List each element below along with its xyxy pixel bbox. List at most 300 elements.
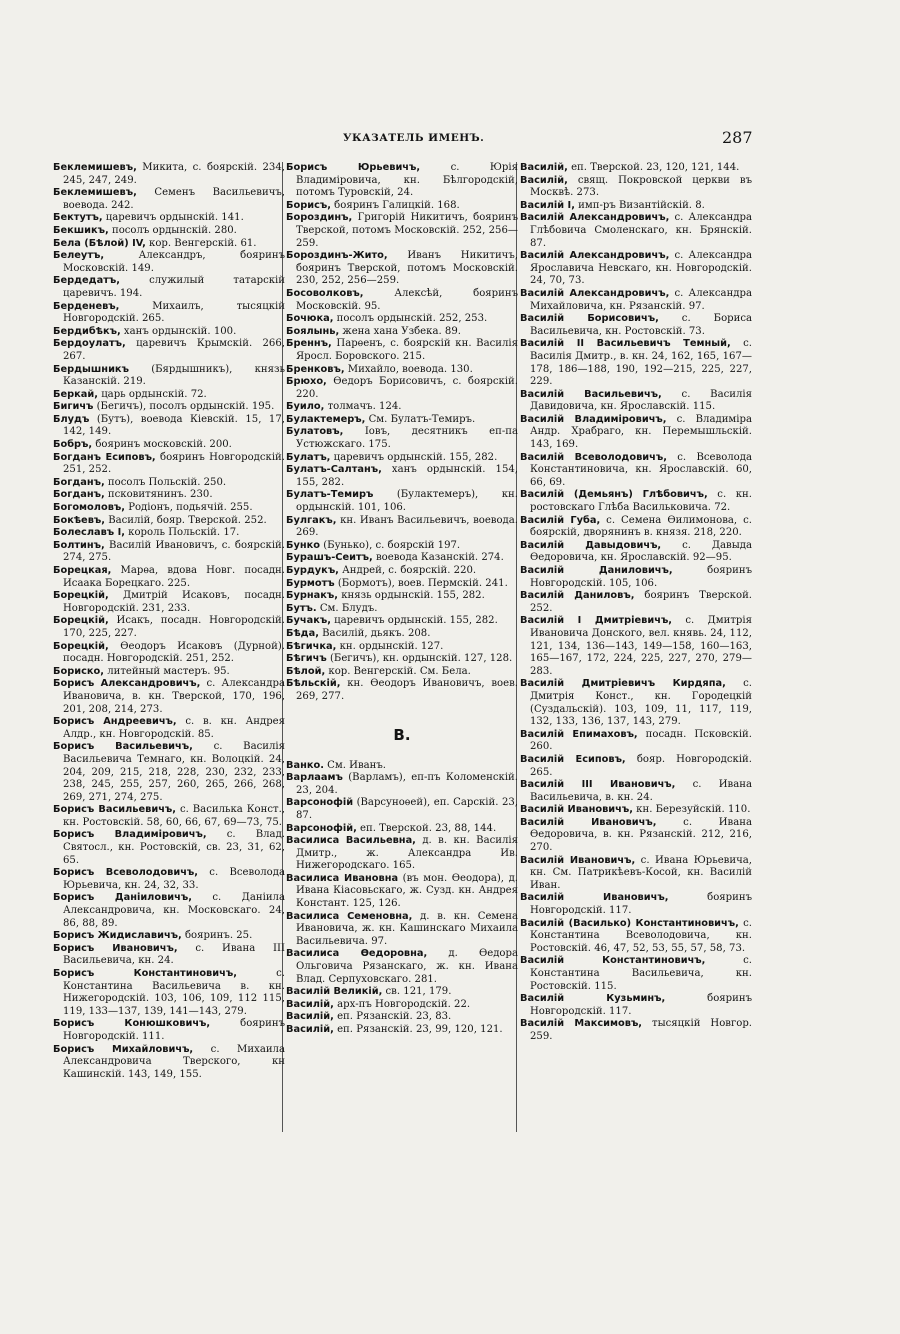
entry-name: Василій Епимаховъ,: [520, 728, 638, 740]
entry-name: Василій Ивановичъ,: [520, 816, 657, 828]
entry-name: Булатъ-Салтанъ,: [286, 464, 382, 476]
index-column-2-bottom: [286, 760, 518, 1037]
index-entry: [286, 162, 518, 200]
entry-name: Булатовъ,: [286, 426, 344, 438]
index-entry: [53, 162, 285, 187]
entry-name: Василій Васильевичъ,: [520, 388, 662, 400]
entry-details: (Булактемеръ), кн. ордынскій. 101, 106.: [296, 489, 518, 514]
index-entry: [53, 804, 285, 829]
index-entry: [286, 200, 518, 213]
entry-details: кн. ордынскій. 127.: [336, 640, 444, 652]
page-header: [0, 128, 900, 148]
entry-details: с. Ивана III Васильевича, кн. 24.: [63, 942, 285, 967]
entry-details: свящ. Покровской церкви въ Москвѣ. 273.: [530, 174, 752, 199]
entry-details: с. Даніила Александровича, кн. Московскаго. 24, 86, 88, 89.: [63, 892, 285, 929]
index-entry: [520, 515, 752, 540]
entry-details: с. Михаила Александровича Тверского, кн Кашинскій. 143, 149, 155.: [63, 1043, 285, 1080]
entry-name: Богомоловъ,: [53, 502, 125, 514]
index-entry: [286, 823, 518, 836]
index-entry: [520, 175, 752, 200]
index-entry: [53, 439, 285, 452]
entry-details: с. Дмитрія Конст., кн. Городецкій (Суздальскій). 103, 109, 11, 117, 119, 132, 133, 136, 137, 143, 279.: [530, 678, 752, 728]
entry-details: (Бутъ), воевода Кіевскій. 15, 17, 142, 149.: [63, 413, 285, 438]
index-entry: [286, 1011, 518, 1024]
index-entry: [286, 986, 518, 999]
entry-name: Борецкій,: [53, 615, 109, 627]
index-entry: [53, 275, 285, 300]
index-entry: [520, 489, 752, 514]
index-entry: [286, 364, 518, 377]
index-entry: [53, 364, 285, 389]
entry-details: с. Всеволода Константиновича, кн. Ярославскій. 60, 66, 69.: [530, 451, 752, 488]
entry-name: Василиса Васильевна,: [286, 835, 416, 847]
index-entry: [53, 250, 285, 275]
entry-details: Алексѣй, бояринъ Московскій. 95.: [296, 287, 518, 312]
entry-details: Михайло, воевода. 130.: [344, 363, 473, 375]
entry-name: Василій Александровичъ,: [520, 287, 670, 299]
entry-name: Бектутъ,: [53, 212, 103, 224]
index-entry: [286, 552, 518, 565]
index-column-2-top: [286, 162, 518, 704]
index-entry: [53, 477, 285, 490]
entry-name: Бочюка,: [286, 313, 334, 325]
entry-details: с. Юрія Владиміровича, кн. Бѣлгородскій, потомъ Туровскій, 24.: [296, 162, 518, 199]
index-entry: [286, 1024, 518, 1037]
entry-name: Богданъ,: [53, 489, 105, 501]
index-entry: [286, 678, 518, 703]
entry-details: бояринъ Тверской. 252.: [530, 590, 753, 614]
index-entry: [520, 288, 752, 313]
entry-name: Василій Александровичъ,: [520, 212, 670, 224]
index-entry: [53, 930, 285, 943]
entry-name: Василій Давыдовичъ,: [520, 539, 662, 551]
entry-name: Борецкая,: [53, 565, 112, 576]
index-entry: [286, 489, 518, 514]
entry-name: Борисъ Васильевичъ,: [53, 741, 193, 753]
index-entry: [53, 326, 285, 339]
index-entry: [286, 615, 518, 628]
index-entry: [520, 817, 752, 855]
entry-details: См. Блудъ.: [316, 602, 378, 614]
entry-details: Григорій Никитичъ, бояринъ Тверской, потомъ Московскій. 252, 256—259.: [296, 212, 518, 249]
entry-name: Бѣлой,: [286, 665, 326, 677]
index-entry: [286, 313, 518, 326]
entry-details: царевичъ Крымскій. 266, 267.: [63, 338, 285, 362]
entry-name: Василій,: [286, 1024, 334, 1035]
entry-details: Марѳа, вдова Новг. посадн. Исаака Борецкаго. 225.: [63, 565, 285, 589]
index-entry: [520, 540, 752, 565]
entry-name: Борисъ Михайловичъ,: [53, 1043, 194, 1055]
entry-details: бояринъ московскій. 200.: [92, 439, 232, 451]
entry-details: еп. Тверской. 23, 88, 144.: [356, 822, 497, 834]
entry-details: царевичъ ордынскій. 155, 282.: [330, 615, 498, 627]
entry-details: Василій, бояр. Тверской. 252.: [104, 514, 267, 526]
index-entry: [286, 250, 518, 288]
entry-details: кор. Венгерскій. См. Бела.: [325, 665, 471, 677]
entry-details: с. Ивана Васильевича, в. кн. 24.: [530, 779, 752, 803]
running-title: УКАЗАТЕЛЬ ИМЕНЪ.: [343, 132, 485, 144]
entry-name: Бучакъ,: [286, 615, 331, 627]
entry-name: Бороздинъ-Жито,: [286, 250, 388, 262]
entry-details: с. Константина Всеволодовича, кн. Ростовскій. 46, 47, 52, 53, 55, 57, 58, 73.: [530, 917, 752, 954]
entry-name: Булгакъ,: [286, 514, 337, 526]
index-entry: [520, 993, 752, 1018]
entry-name: Булатъ,: [286, 451, 331, 463]
entry-name: Брюхо,: [286, 376, 327, 388]
index-entry: [53, 678, 285, 716]
entry-name: Болтинъ,: [53, 539, 105, 551]
index-entry: [520, 615, 752, 678]
entry-name: Бела (Бѣлой) IV,: [53, 237, 146, 249]
entry-details: арх-пъ Новгородскій. 22.: [333, 998, 471, 1010]
entry-details: См. Булатъ-Темиръ.: [365, 413, 476, 425]
index-entry: [286, 603, 518, 616]
index-entry: [520, 200, 752, 213]
entry-details: воевода Казанскій. 274.: [372, 552, 504, 564]
entry-details: с. Александра Глѣбовича Смоленскаго, кн. Брянскій. 87.: [530, 212, 752, 249]
entry-details: Василій, дьякъ. 208.: [318, 627, 431, 639]
index-entry: [53, 452, 285, 477]
entry-details: с. Александра Михайловича, кн. Рязанскій. 97.: [530, 287, 752, 312]
entry-name: Василиса Ѳедоровна,: [286, 948, 428, 960]
entry-details: имп-ръ Византійскій. 8.: [574, 199, 705, 211]
entry-details: кор. Венгерскій. 61.: [145, 237, 257, 249]
entry-name: Бокѣевъ,: [53, 514, 105, 526]
entry-name: Бекшикъ,: [53, 224, 109, 236]
entry-name: Булатъ-Темиръ: [286, 489, 374, 501]
entry-details: служилый татарскій царевичъ. 194.: [63, 275, 285, 299]
entry-details: Ѳеодоръ Исаковъ (Дурной). посадн. Новгородскій. 251, 252.: [63, 640, 285, 665]
entry-details: Исакъ, посадн. Новгородскій. 170, 225, 227.: [63, 615, 285, 639]
entry-name: Борисъ Жидиславичъ,: [53, 930, 182, 942]
entry-name: Борецкій,: [53, 640, 109, 652]
index-entry: [520, 162, 752, 175]
index-entry: [286, 653, 518, 666]
index-entry: [53, 515, 285, 528]
entry-name: Бурдукъ,: [286, 565, 339, 576]
entry-name: Бурмотъ: [286, 577, 335, 589]
entry-name: Бѣгичъ: [286, 653, 327, 665]
entry-name: Василій Всеволодовичъ,: [520, 451, 667, 463]
index-entry: [53, 527, 285, 540]
entry-details: Дмитрій Исаковъ, посадн. Новгородскій. 231, 233.: [63, 590, 285, 614]
entry-name: Бренковъ,: [286, 363, 345, 375]
index-column-1: [53, 162, 285, 1081]
entry-details: Иванъ Никитичъ, бояринъ Тверской, потомъ Московскій. 230, 252, 256—259.: [296, 250, 518, 287]
entry-name: Василій Великій,: [286, 986, 383, 998]
page-number: 287: [722, 128, 753, 147]
entry-name: Василій Кузьминъ,: [520, 993, 666, 1005]
entry-details: (Бегичъ), кн. ордынскій. 127, 128.: [326, 653, 513, 665]
entry-details: с. Василія Васильевича Темнаго, кн. Волоцкій. 24, 204, 209, 215, 218, 228, 230, 232, 233, 238, 245, 255, 257, 260, 265, 266, 268, 269, 271, 274, 275.: [63, 741, 285, 803]
entry-details: (въ мон. Ѳеодора), д. Ивана Кіасовьскаго, ж. Сузд. кн. Андрея Констант. 125, 126.: [296, 872, 518, 910]
index-entry: [520, 855, 752, 893]
index-entry: [53, 225, 285, 238]
index-entry: [286, 212, 518, 250]
entry-name: Берденевъ,: [53, 300, 120, 312]
entry-name: Василиса Семеновна,: [286, 910, 413, 922]
entry-details: бояринъ Новгородскій. 111.: [63, 1018, 285, 1042]
entry-details: (Варламъ), еп-пъ Коломенскій. 23, 204.: [296, 772, 518, 796]
index-entry: [53, 187, 285, 212]
index-entry: [286, 288, 518, 313]
entry-details: с. Бориса Васильевича, кн. Ростовскій. 73.: [530, 313, 753, 337]
entry-details: Александръ, бояринъ Московскій. 149.: [63, 250, 285, 274]
entry-name: Белеутъ,: [53, 250, 105, 262]
entry-name: Борисъ,: [286, 199, 331, 211]
index-entry: [286, 376, 518, 401]
entry-name: Бѣльскій,: [286, 678, 341, 690]
index-entry: [53, 238, 285, 251]
entry-name: Борисъ Александровичъ,: [53, 678, 201, 690]
entry-details: ханъ ордынскій. 100.: [120, 325, 237, 337]
index-entry: [286, 426, 518, 451]
entry-name: Василій I Дмитріевичъ,: [520, 615, 673, 627]
index-entry: [286, 760, 518, 773]
entry-details: псковитянинъ. 230.: [104, 489, 213, 501]
entry-name: Бѣда,: [286, 627, 319, 639]
entry-details: с. кн. ростовскаго Глѣба Васильковича. 72.: [530, 489, 752, 514]
entry-name: Василій II Васильевичъ Темный,: [520, 338, 731, 350]
index-entry: [53, 389, 285, 402]
entry-name: Буило,: [286, 401, 325, 413]
entry-name: Борисъ Даніиловичъ,: [53, 892, 192, 904]
entry-details: Родіонъ, подьячій. 255.: [124, 502, 253, 514]
entry-name: Бреннъ,: [286, 338, 332, 350]
index-entry: [520, 414, 752, 452]
entry-name: Василій Владиміровичъ,: [520, 413, 667, 425]
entry-details: ханъ ордынскій. 154, 155, 282.: [296, 464, 518, 488]
entry-details: с. Владиміра Андр. Храбраго, кн. Перемышльскій. 143, 169.: [530, 413, 752, 451]
entry-name: Василій (Демьянъ) Глѣбовичъ,: [520, 489, 708, 501]
entry-name: Бурнакъ,: [286, 590, 338, 602]
entry-name: Василій,: [286, 1011, 334, 1023]
index-entry: [286, 911, 518, 949]
entry-name: Бутъ.: [286, 602, 317, 614]
entry-details: бояринъ Новгородскій. 251, 252.: [63, 451, 285, 476]
entry-name: Василій I,: [520, 199, 575, 211]
entry-name: Бердибѣкъ,: [53, 325, 121, 337]
entry-name: Василій,: [286, 998, 334, 1010]
entry-details: с. Василька Конст., кн. Ростовскій. 58, 60, 66, 67, 69—73, 75.: [63, 804, 286, 828]
entry-details: с. Влад. Святосл., кн. Ростовскій, св. 23, 31, 62, 65.: [63, 829, 285, 866]
entry-details: король Польскій. 17.: [124, 527, 240, 539]
entry-details: См. Иванъ.: [323, 759, 387, 771]
entry-details: жена хана Узбека. 89.: [339, 325, 461, 337]
index-entry: [286, 797, 518, 822]
entry-details: посолъ ордынскій. 252, 253.: [333, 313, 488, 325]
entry-name: Боялынь,: [286, 325, 340, 337]
entry-name: Василій Александровичъ,: [520, 250, 670, 262]
index-entry: [520, 804, 752, 817]
entry-details: посолъ Польскій. 250.: [104, 476, 227, 488]
entry-name: Варлаамъ: [286, 772, 343, 784]
entry-name: Бороздинъ,: [286, 212, 353, 224]
index-entry: [520, 338, 752, 388]
entry-details: Василій Ивановичъ, с. боярскій. 274, 275.: [63, 539, 285, 564]
index-entry: [286, 401, 518, 414]
index-entry: [520, 212, 752, 250]
entry-details: с. Константина Васильевича, кн. Ростовскій. 115.: [530, 955, 752, 992]
entry-details: с. Семена Ѳилимонова, с. боярскій, дворянинъ в. князя. 218, 220.: [530, 514, 752, 539]
entry-name: Василій Ивановичъ,: [520, 854, 636, 866]
entry-name: Булактемеръ,: [286, 413, 366, 425]
index-entry: [53, 565, 285, 590]
entry-name: Василій III Ивановичъ,: [520, 779, 676, 791]
index-entry: [520, 250, 752, 288]
entry-details: посолъ ордынскій. 280.: [108, 224, 237, 236]
index-entry: [286, 515, 518, 540]
entry-details: Андрей, с. боярскій. 220.: [338, 565, 477, 576]
entry-details: бояринъ Новгородскій. 117.: [530, 993, 752, 1017]
entry-details: с. Константина Васильевича в. кн. Нижегородскій. 103, 106, 109, 112 115, 119, 133—137, 139, 141—143, 279.: [63, 968, 285, 1017]
index-entry: [53, 892, 285, 930]
entry-details: еп. Тверской. 23, 120, 121, 144.: [567, 162, 740, 173]
entry-details: кн. Березуйскій. 110.: [632, 804, 751, 816]
index-entry: [53, 414, 285, 439]
entry-name: Василій Борисовичъ,: [520, 313, 659, 325]
index-entry: [53, 829, 285, 867]
index-entry: [53, 666, 285, 679]
entry-details: царь ордынскій. 72.: [97, 388, 207, 400]
index-entry: [53, 489, 285, 502]
index-entry: [53, 502, 285, 515]
index-entry: [520, 590, 752, 615]
entry-details: с. Василія Давидовича, кн. Ярославскій. 115.: [530, 388, 752, 413]
entry-details: Микита, с. боярскій. 234, 245, 247, 249.: [63, 162, 285, 186]
entry-name: Василій Константиновичъ,: [520, 955, 706, 967]
index-entry: [286, 338, 518, 363]
entry-name: Василій Даниловъ,: [520, 590, 635, 602]
entry-name: Василій Максимовъ,: [520, 1018, 643, 1030]
entry-name: Борисъ Константиновичъ,: [53, 968, 237, 979]
entry-name: Блудъ: [53, 413, 90, 425]
entry-name: Борисъ Всеволодовичъ,: [53, 867, 199, 879]
entry-details: с. Дмитрія Ивановича Донского, вел. княвь. 24, 112, 121, 134, 136—143, 149—158, 160—163, 165—167, 172, 224, 225, 227, 270, 279—283.: [530, 615, 752, 677]
index-entry: [520, 678, 752, 728]
entry-details: литейный мастеръ. 95.: [103, 665, 230, 677]
entry-details: с. Василія Дмитр., в. кн. 24, 162, 165, 167—178, 186—188, 190, 192—215, 225, 227, 229.: [530, 338, 752, 388]
entry-name: Богданъ,: [53, 476, 105, 488]
index-entry: [53, 641, 285, 666]
entry-details: Ѳедоръ Борисовичъ, с. боярскій. 220.: [296, 376, 518, 400]
index-entry: [286, 948, 518, 986]
index-entry: [286, 641, 518, 654]
entry-name: Варсонофій,: [286, 822, 357, 834]
entry-name: Василій Губа,: [520, 514, 601, 526]
entry-name: Бигичъ: [53, 401, 94, 413]
entry-name: Борисъ Андреевичъ,: [53, 716, 177, 728]
entry-details: тысяцкій Новгор. 259.: [530, 1018, 752, 1042]
index-entry: [286, 452, 518, 465]
index-entry: [53, 943, 285, 968]
entry-details: св. 121, 179.: [382, 986, 452, 998]
entry-details: д. в. кн. Василія Дмитр., ж. Александра Ив. Нижегородскаго. 165.: [296, 835, 518, 872]
entry-name: Борисъ Юрьевичъ,: [286, 162, 421, 173]
entry-name: Беклемишевъ,: [53, 162, 137, 173]
index-entry: [53, 867, 285, 892]
index-entry: [53, 741, 285, 804]
index-entry: [53, 301, 285, 326]
index-entry: [286, 540, 518, 553]
index-entry: [286, 666, 518, 679]
index-entry: [53, 968, 285, 1018]
entry-details: с. в. кн. Андрея Алдр., кн. Новгородскій. 85.: [63, 716, 285, 740]
index-entry: [53, 1018, 285, 1043]
entry-name: Бориско,: [53, 665, 104, 677]
index-entry: [520, 452, 752, 490]
entry-details: (Бегичъ), посолъ ордынскій. 195.: [93, 401, 275, 413]
index-entry: [53, 615, 285, 640]
index-entry: [520, 313, 752, 338]
entry-name: Ванко.: [286, 759, 324, 771]
entry-name: Беклемишевъ,: [53, 187, 137, 199]
entry-details: (Варсуноѳей), еп. Сарскій. 23, 87.: [296, 797, 518, 821]
entry-details: князь ордынскій. 155, 282.: [337, 590, 485, 602]
entry-name: Василиса Ивановна: [286, 872, 399, 884]
entry-details: с. Давыда Ѳедоровича, кн. Ярославскій. 92—95.: [530, 539, 752, 564]
entry-name: Василій Даниловичъ,: [520, 565, 673, 576]
entry-details: кн. Ѳеодоръ Ивановичъ, воев. 269, 277.: [296, 678, 518, 702]
entry-name: Варсонофій: [286, 797, 354, 809]
entry-name: Василій (Василько) Константиновичъ,: [520, 917, 739, 929]
entry-name: Бердоулатъ,: [53, 338, 126, 350]
entry-name: Бурашъ-Сеитъ,: [286, 552, 373, 564]
index-entry: [53, 590, 285, 615]
entry-name: Василій Дмитріевичъ Кирдяпа,: [520, 678, 726, 690]
entry-details: Іовъ, десятникъ еп-па Устюжскаго. 175.: [296, 426, 518, 451]
entry-details: д. в. кн. Семена Ивановича, ж. кн. Кашинскаго Михаила Васильевича. 97.: [296, 910, 518, 947]
entry-name: Василій Ивановичъ,: [520, 892, 669, 904]
index-entry: [520, 955, 752, 993]
index-entry: [520, 1018, 752, 1043]
entry-details: с. Александра Ивановича, в. кн. Тверской, 170, 196, 201, 208, 214, 273.: [63, 678, 285, 715]
entry-details: бояринъ Новгородскій. 117.: [530, 892, 752, 917]
entry-name: Борисъ Владиміровичъ,: [53, 829, 207, 841]
entry-details: (Бярдышникъ), князь Казанскій. 219.: [63, 363, 285, 388]
index-entry: [53, 1044, 285, 1082]
entry-details: (Бормотъ), воев. Пермскій. 241.: [334, 577, 508, 589]
index-entry: [53, 716, 285, 741]
entry-details: Парѳенъ, с. боярскій кн. Василія Яросл. Боровского. 215.: [296, 338, 518, 362]
index-entry: [53, 338, 285, 363]
index-entry: [53, 540, 285, 565]
index-entry: [520, 892, 752, 917]
index-entry: [53, 401, 285, 414]
entry-name: Борисъ Васильевичъ,: [53, 804, 177, 816]
entry-details: бояр. Новгородскій. 265.: [530, 753, 752, 778]
index-entry: [520, 754, 752, 779]
index-entry: [286, 628, 518, 641]
entry-details: толмачъ. 124.: [324, 401, 402, 413]
index-entry: [286, 464, 518, 489]
entry-name: Василій Ивановичъ,: [520, 804, 633, 816]
entry-details: посадн. Псковскій. 260.: [530, 728, 752, 753]
index-column-2: [286, 162, 518, 1037]
index-entry: [286, 414, 518, 427]
entry-details: кн. Иванъ Васильевичъ, воевода. 269.: [296, 514, 518, 539]
entry-details: д. Ѳедора Ольговича Рязанскаго, ж. кн. Ивана Влад. Серпуховскаго. 281.: [296, 948, 518, 985]
entry-name: Бѣгичка,: [286, 640, 337, 652]
entry-name: Беркай,: [53, 388, 98, 400]
entry-details: царевичъ ордынскій. 141.: [102, 212, 244, 224]
entry-name: Бердышникъ: [53, 363, 129, 375]
index-entry: [520, 729, 752, 754]
entry-details: бояринъ. 25.: [181, 930, 253, 942]
entry-name: Бобръ,: [53, 439, 93, 451]
index-entry: [286, 772, 518, 797]
section-letter: В.: [393, 725, 411, 744]
